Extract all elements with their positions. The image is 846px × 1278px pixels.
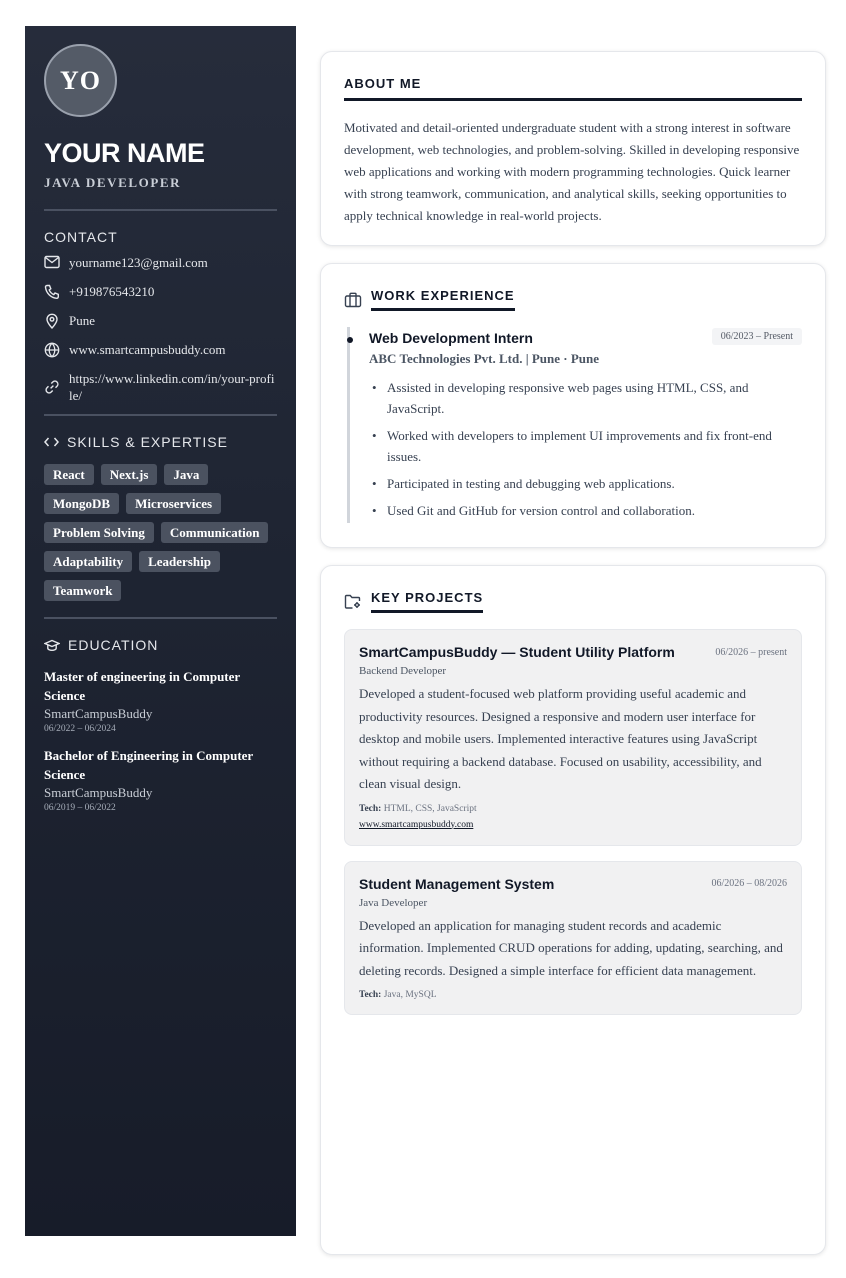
education-degree: Master of engineering in Computer Science — [44, 669, 240, 703]
contact-linkedin-text: https://www.linkedin.com/in/your-profile/ — [69, 371, 275, 403]
skill-tag: Next.js — [101, 464, 158, 485]
skill-tag: Teamwork — [44, 580, 121, 601]
skill-tag: MongoDB — [44, 493, 119, 514]
about-text: Motivated and detail-oriented undergraduate student with a strong interest in software development, web technologies, and problem-solving. Skilled in developing responsive web applications and working with modern programming technologies. Quick learner with strong teamwork, communication, and analytical skills, seeking opportunities to apply technical knowledge in real-world projects. — [344, 120, 800, 223]
mail-icon — [44, 255, 60, 269]
project-link[interactable]: www.smartcampusbuddy.com — [359, 819, 474, 830]
skill-tag: React — [44, 464, 94, 485]
job-company: ABC Technologies Pvt. Ltd. | Pune · Pune — [369, 351, 600, 366]
code-icon — [44, 436, 59, 448]
projects-heading-label: KEY PROJECTS — [371, 590, 484, 605]
project-role: Backend Developer — [359, 665, 447, 677]
contact-linkedin[interactable] — [44, 370, 277, 404]
skills-heading-label: SKILLS & EXPERTISE — [67, 434, 228, 450]
project-tech-list: HTML, CSS, JavaScript — [383, 803, 477, 814]
education-school: SmartCampusBuddy — [44, 706, 153, 721]
globe-icon — [44, 342, 60, 358]
profile-name: YOUR NAME — [44, 138, 205, 168]
contact-list — [44, 254, 277, 404]
job-bullet: • Worked with developers to implement UI improvements and fix front-end issues. — [369, 425, 802, 467]
sidebar-divider — [44, 414, 277, 416]
folder-code-icon — [344, 594, 362, 610]
contact-location — [44, 312, 277, 329]
job-bullet: • Participated in testing and debugging web applications. — [369, 473, 802, 494]
education-heading-label: EDUCATION — [68, 637, 159, 653]
link-icon — [44, 379, 60, 395]
projects-heading — [344, 590, 802, 613]
contact-heading-label: CONTACT — [44, 229, 118, 245]
graduation-cap-icon — [44, 639, 60, 652]
contact-email[interactable] — [44, 254, 277, 271]
project-tech-list: Java, MySQL — [383, 990, 437, 1000]
projects-heading-underline — [371, 610, 483, 613]
skill-tag: Communication — [161, 522, 269, 543]
project-item — [344, 629, 802, 846]
contact-location-text: Pune — [69, 313, 95, 328]
project-title: Student Management System — [359, 875, 555, 892]
education-item — [44, 746, 277, 815]
skill-tag: Java — [164, 464, 208, 485]
skill-tag: Problem Solving — [44, 522, 154, 543]
project-tech — [359, 990, 787, 1000]
contact-phone-text: +919876543210 — [69, 284, 155, 299]
project-dates: 06/2026 – 08/2026 — [711, 878, 787, 889]
education-dates: 06/2019 – 06/2022 — [44, 803, 116, 813]
briefcase-icon — [344, 292, 362, 308]
contact-heading — [44, 229, 277, 245]
project-item — [344, 861, 802, 1016]
job-entry — [347, 327, 802, 523]
project-title: SmartCampusBuddy — Student Utility Platform — [359, 644, 675, 660]
skill-tag: Microservices — [126, 493, 221, 514]
projects-card — [320, 565, 826, 1255]
skill-tag: Adaptability — [44, 551, 132, 572]
education-dates: 06/2022 – 06/2024 — [44, 724, 116, 734]
contact-email-text: yourname123@gmail.com — [69, 255, 208, 270]
project-dates: 06/2026 – present — [715, 646, 787, 658]
about-heading: ABOUT ME — [344, 76, 422, 91]
contact-phone[interactable] — [44, 283, 277, 300]
location-pin-icon — [44, 313, 60, 329]
project-tech-label: Tech: — [359, 990, 382, 1000]
profile-role: JAVA DEVELOPER — [44, 175, 182, 190]
job-bullet: • Used Git and GitHub for version control and collaboration. — [369, 500, 802, 521]
skill-tag: Leadership — [139, 551, 220, 572]
sidebar-divider — [44, 209, 277, 211]
education-school: SmartCampusBuddy — [44, 785, 153, 800]
project-description: Developed an application for managing student records and academic information. Implemented CRUD operations for adding, updating, searching, and deleting records. Designed a simple interface for efficient data management. — [359, 917, 783, 978]
skills-heading — [44, 434, 277, 450]
job-dates: 06/2023 – Present — [712, 328, 802, 345]
timeline-dot — [347, 337, 353, 343]
job-bullet: • Assisted in developing responsive web pages using HTML, CSS, and JavaScript. — [369, 377, 802, 419]
skills-list — [44, 464, 277, 601]
avatar: YO — [44, 44, 117, 117]
education-list — [44, 667, 277, 815]
work-heading — [344, 288, 802, 311]
education-item — [44, 667, 277, 736]
project-tech — [359, 804, 787, 814]
sidebar — [25, 26, 296, 1236]
work-heading-underline — [371, 308, 515, 311]
contact-website-text: www.smartcampusbuddy.com — [69, 342, 226, 357]
education-heading — [44, 637, 277, 653]
phone-icon — [44, 284, 60, 300]
contact-website[interactable] — [44, 341, 277, 358]
project-description: Developed a student-focused web platform providing useful academic and productivity resources. Designed a responsive and modern user interface for desktop and mobile users. Implemented interactive features using JavaScript without requiring a backend database. Focused on usability, accessibility, and clean visual design. — [359, 686, 762, 791]
job-title: Web Development Intern — [369, 330, 533, 346]
education-degree: Bachelor of Engineering in Computer Science — [44, 748, 253, 782]
about-heading-rule — [344, 98, 802, 101]
sidebar-divider — [44, 617, 277, 619]
project-role: Java Developer — [359, 896, 428, 909]
project-tech-label: Tech: — [359, 803, 382, 814]
work-heading-label: WORK EXPERIENCE — [371, 288, 515, 303]
work-card — [320, 263, 826, 548]
job-bullets — [369, 377, 802, 521]
about-card — [320, 51, 826, 246]
